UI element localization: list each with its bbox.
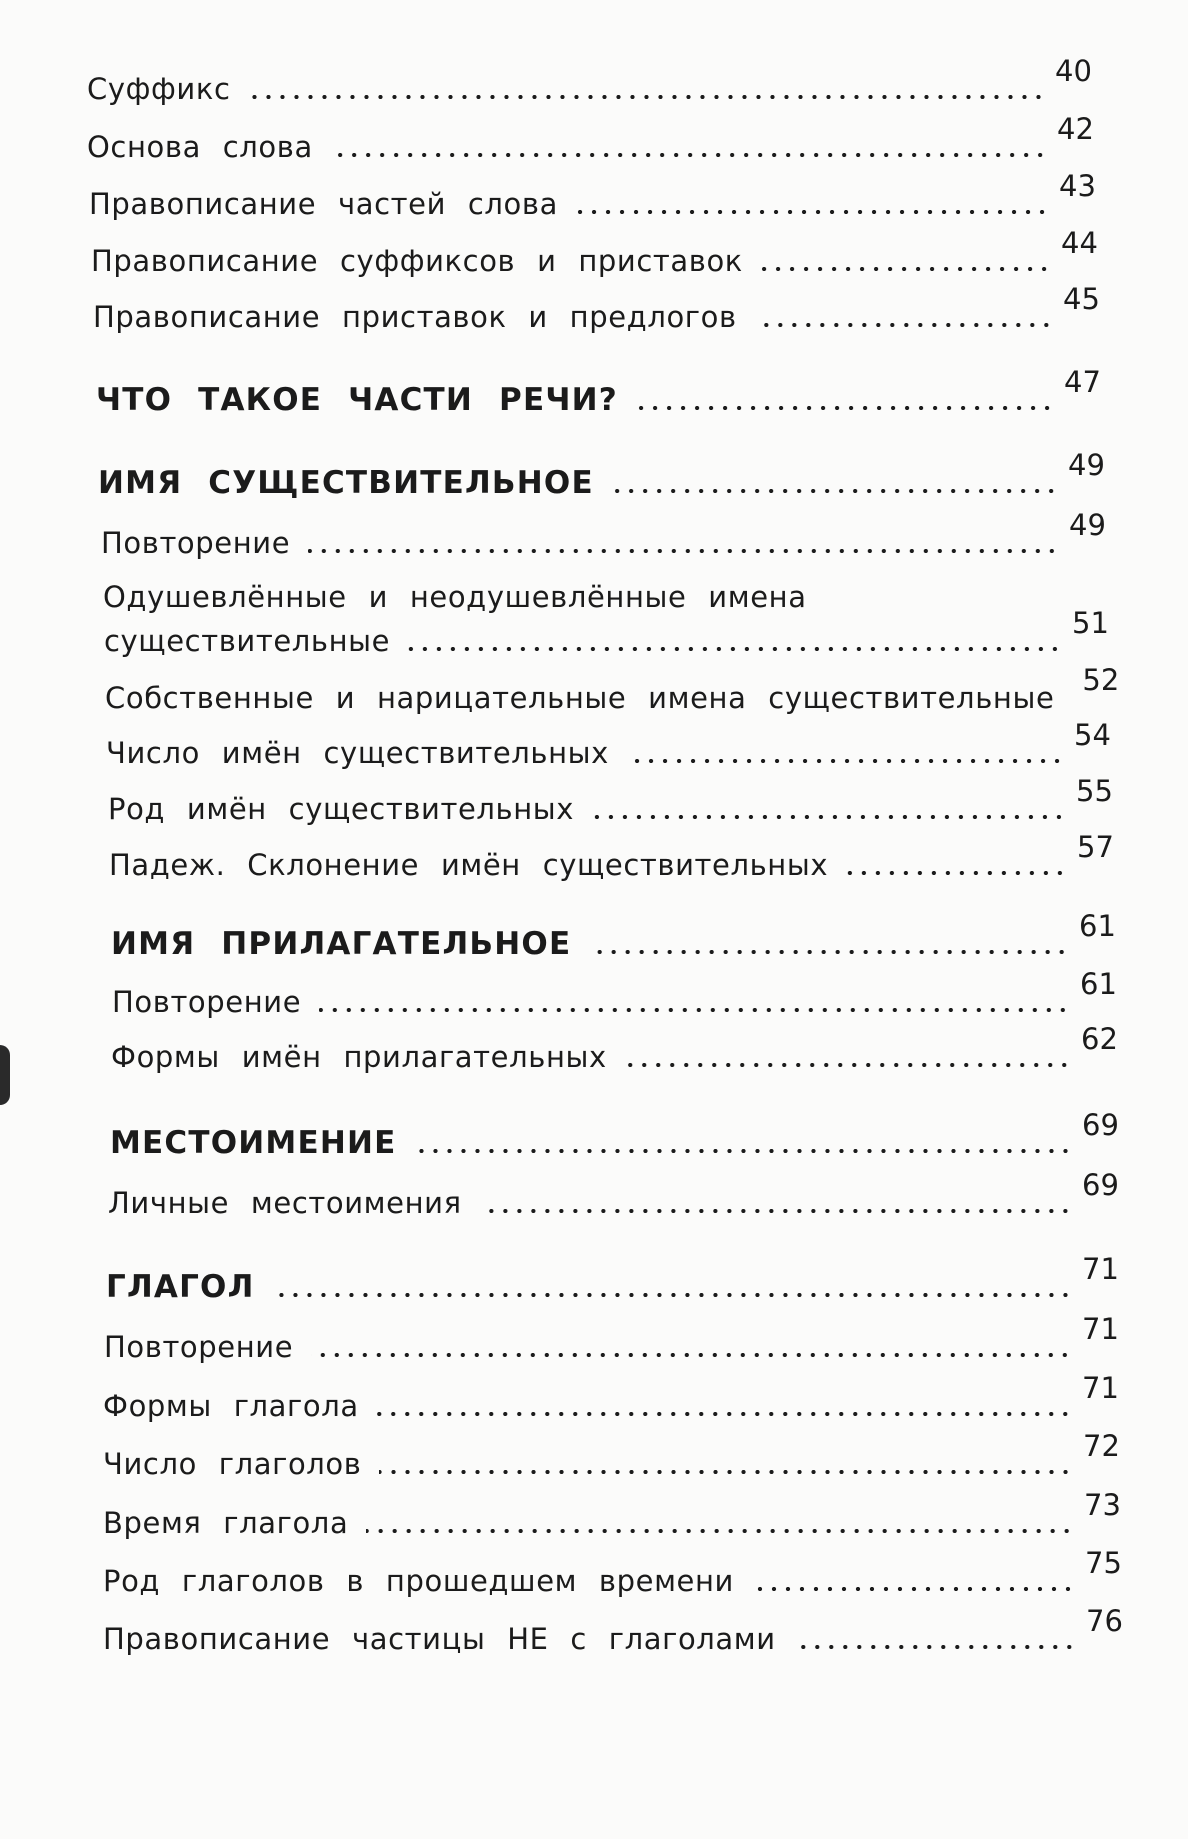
- toc-entry-title: Формы имён прилагательных: [111, 1040, 607, 1074]
- toc-entry-animate-nouns: [104, 606, 1114, 658]
- toc-entry-page: 52: [1082, 663, 1120, 697]
- toc-entry-page: 49: [1069, 508, 1106, 542]
- dot-leader: [846, 871, 1067, 875]
- dot-leader: [592, 815, 1066, 819]
- toc-entry-page: 61: [1079, 909, 1116, 943]
- toc-entry-page: 61: [1080, 967, 1117, 1001]
- toc-entry-noun-gender: [108, 774, 1118, 826]
- toc-entry-title: Род имён существительных: [108, 792, 575, 826]
- toc-entry-page: 55: [1076, 774, 1113, 808]
- dot-leader: [589, 950, 1069, 954]
- toc-entry-noun-case: [109, 830, 1119, 882]
- dot-leader: [794, 1645, 1076, 1649]
- toc-entry-page: 45: [1063, 282, 1100, 316]
- toc-entry-page: 76: [1086, 1604, 1123, 1638]
- dot-leader: [331, 153, 1047, 157]
- toc-entry-title: Собственные и нарицательные имена существительные: [105, 681, 1055, 715]
- dot-leader: [576, 210, 1049, 214]
- toc-section-title: ЧТО ТАКОЕ ЧАСТИ РЕЧИ?: [96, 382, 618, 418]
- toc-entry-page: 57: [1077, 830, 1114, 864]
- dot-leader: [379, 1470, 1073, 1474]
- toc-entry-page: 72: [1083, 1429, 1120, 1463]
- toc-entry-page: 44: [1061, 226, 1098, 260]
- dot-leader: [311, 1353, 1072, 1357]
- toc-entry-title: Правописание приставок и предлогов: [93, 300, 737, 334]
- dot-leader: [308, 549, 1059, 553]
- toc-section-pronoun: [110, 1108, 1124, 1161]
- dot-leader: [755, 323, 1053, 327]
- page-edge-shadow: [0, 1045, 10, 1105]
- toc-entry-page: 62: [1081, 1022, 1118, 1056]
- toc-entry-page: 47: [1064, 365, 1101, 399]
- dot-leader: [273, 1293, 1072, 1297]
- toc-entry-prefix-preposition-spelling: [93, 282, 1105, 334]
- dot-leader: [752, 1587, 1075, 1591]
- toc-entry-title: Формы глагола: [103, 1389, 359, 1423]
- toc-entry-verb-review: [104, 1312, 1124, 1364]
- toc-section-title: ГЛАГОЛ: [106, 1269, 255, 1305]
- toc-entry-title: Падеж. Склонение имён существительных: [109, 848, 829, 882]
- dot-leader: [636, 406, 1054, 410]
- toc-entry-title: Правописание суффиксов и приставок: [91, 244, 743, 278]
- toc-entry-page: 73: [1084, 1488, 1121, 1522]
- toc-entry-title: существительные: [104, 624, 391, 658]
- toc-entry-title: Род глаголов в прошедшем времени: [103, 1564, 735, 1598]
- toc-entry-proper-common-nouns: [105, 663, 1120, 715]
- dot-leader: [627, 759, 1064, 763]
- toc-entry-title: Правописание частей слова: [89, 187, 558, 221]
- toc-entry-personal-pronouns: [108, 1168, 1124, 1220]
- toc-entry-page: 43: [1059, 169, 1096, 203]
- toc-entry-page: 40: [1055, 54, 1092, 88]
- toc-entry-noun-review: [101, 508, 1111, 560]
- toc-entry-title: Число имён существительных: [106, 736, 609, 770]
- toc-entry-title: Личные местоимения: [108, 1186, 462, 1220]
- toc-entry-suffix: [87, 54, 1097, 106]
- toc-entry-suffix-prefix-spelling: [91, 226, 1103, 278]
- toc-entry-page: 75: [1085, 1546, 1122, 1580]
- dot-leader: [415, 1149, 1072, 1153]
- toc-entry-adjective-forms: [111, 1022, 1123, 1074]
- dot-leader: [249, 95, 1045, 99]
- toc-entry-adjective-review: [112, 967, 1122, 1019]
- toc-entry-page: 51: [1072, 606, 1109, 640]
- toc-entry-page: 69: [1082, 1168, 1119, 1202]
- toc-section-parts-of-speech: [96, 365, 1106, 418]
- dot-leader: [408, 647, 1062, 651]
- toc-entry-verb-tense: [103, 1488, 1126, 1540]
- toc-entry-verb-number: [103, 1429, 1125, 1481]
- toc-entry-title: Время глагола: [103, 1506, 349, 1540]
- dot-leader: [480, 1209, 1072, 1213]
- toc-entry-word-parts-spelling: [89, 169, 1101, 221]
- toc-entry-title: Основа слова: [87, 130, 313, 164]
- toc-section-title: ИМЯ ПРИЛАГАТЕЛЬНОЕ: [111, 926, 572, 962]
- toc-entry-title: Правописание частицы НЕ с глаголами: [103, 1622, 776, 1656]
- dot-leader: [625, 1063, 1071, 1067]
- toc-entry-ne-with-verbs: [103, 1604, 1128, 1656]
- toc-entry-page: 49: [1068, 448, 1105, 482]
- toc-section-title: ИМЯ СУЩЕСТВИТЕЛЬНОЕ: [98, 465, 594, 501]
- toc-section-adjective: [111, 909, 1121, 962]
- dot-leader: [612, 489, 1058, 493]
- dot-leader: [366, 1529, 1074, 1533]
- toc-entry-title: Повторение: [112, 985, 302, 1019]
- toc-entry-title: Повторение: [104, 1330, 294, 1364]
- toc-entry-noun-number: [106, 718, 1116, 770]
- toc-entry-page: 42: [1057, 112, 1094, 146]
- toc-entry-page: 71: [1082, 1371, 1119, 1405]
- toc-entry-verb-forms: [103, 1371, 1124, 1423]
- toc-section-verb: [106, 1252, 1124, 1305]
- toc-entry-title: Суффикс: [87, 72, 231, 106]
- dot-leader: [319, 1008, 1070, 1012]
- toc-entry-page: 71: [1082, 1312, 1119, 1346]
- toc-entry-page: 71: [1082, 1252, 1119, 1286]
- toc-entry-verb-past-gender: [103, 1546, 1127, 1598]
- toc-section-title: МЕСТОИМЕНИЕ: [110, 1125, 397, 1161]
- toc-entry-title: Повторение: [101, 526, 291, 560]
- toc-entry-page: 69: [1082, 1108, 1119, 1142]
- toc-entry-animate-nouns-line1: Одушевлённые и неодушевлённые имена: [103, 580, 807, 614]
- dot-leader: [761, 267, 1051, 271]
- toc-entry-page: 54: [1074, 718, 1111, 752]
- dot-leader: [377, 1412, 1072, 1416]
- toc-entry-word-stem: [87, 112, 1099, 164]
- toc-entry-title: Число глаголов: [103, 1447, 362, 1481]
- toc-section-noun: [98, 448, 1110, 501]
